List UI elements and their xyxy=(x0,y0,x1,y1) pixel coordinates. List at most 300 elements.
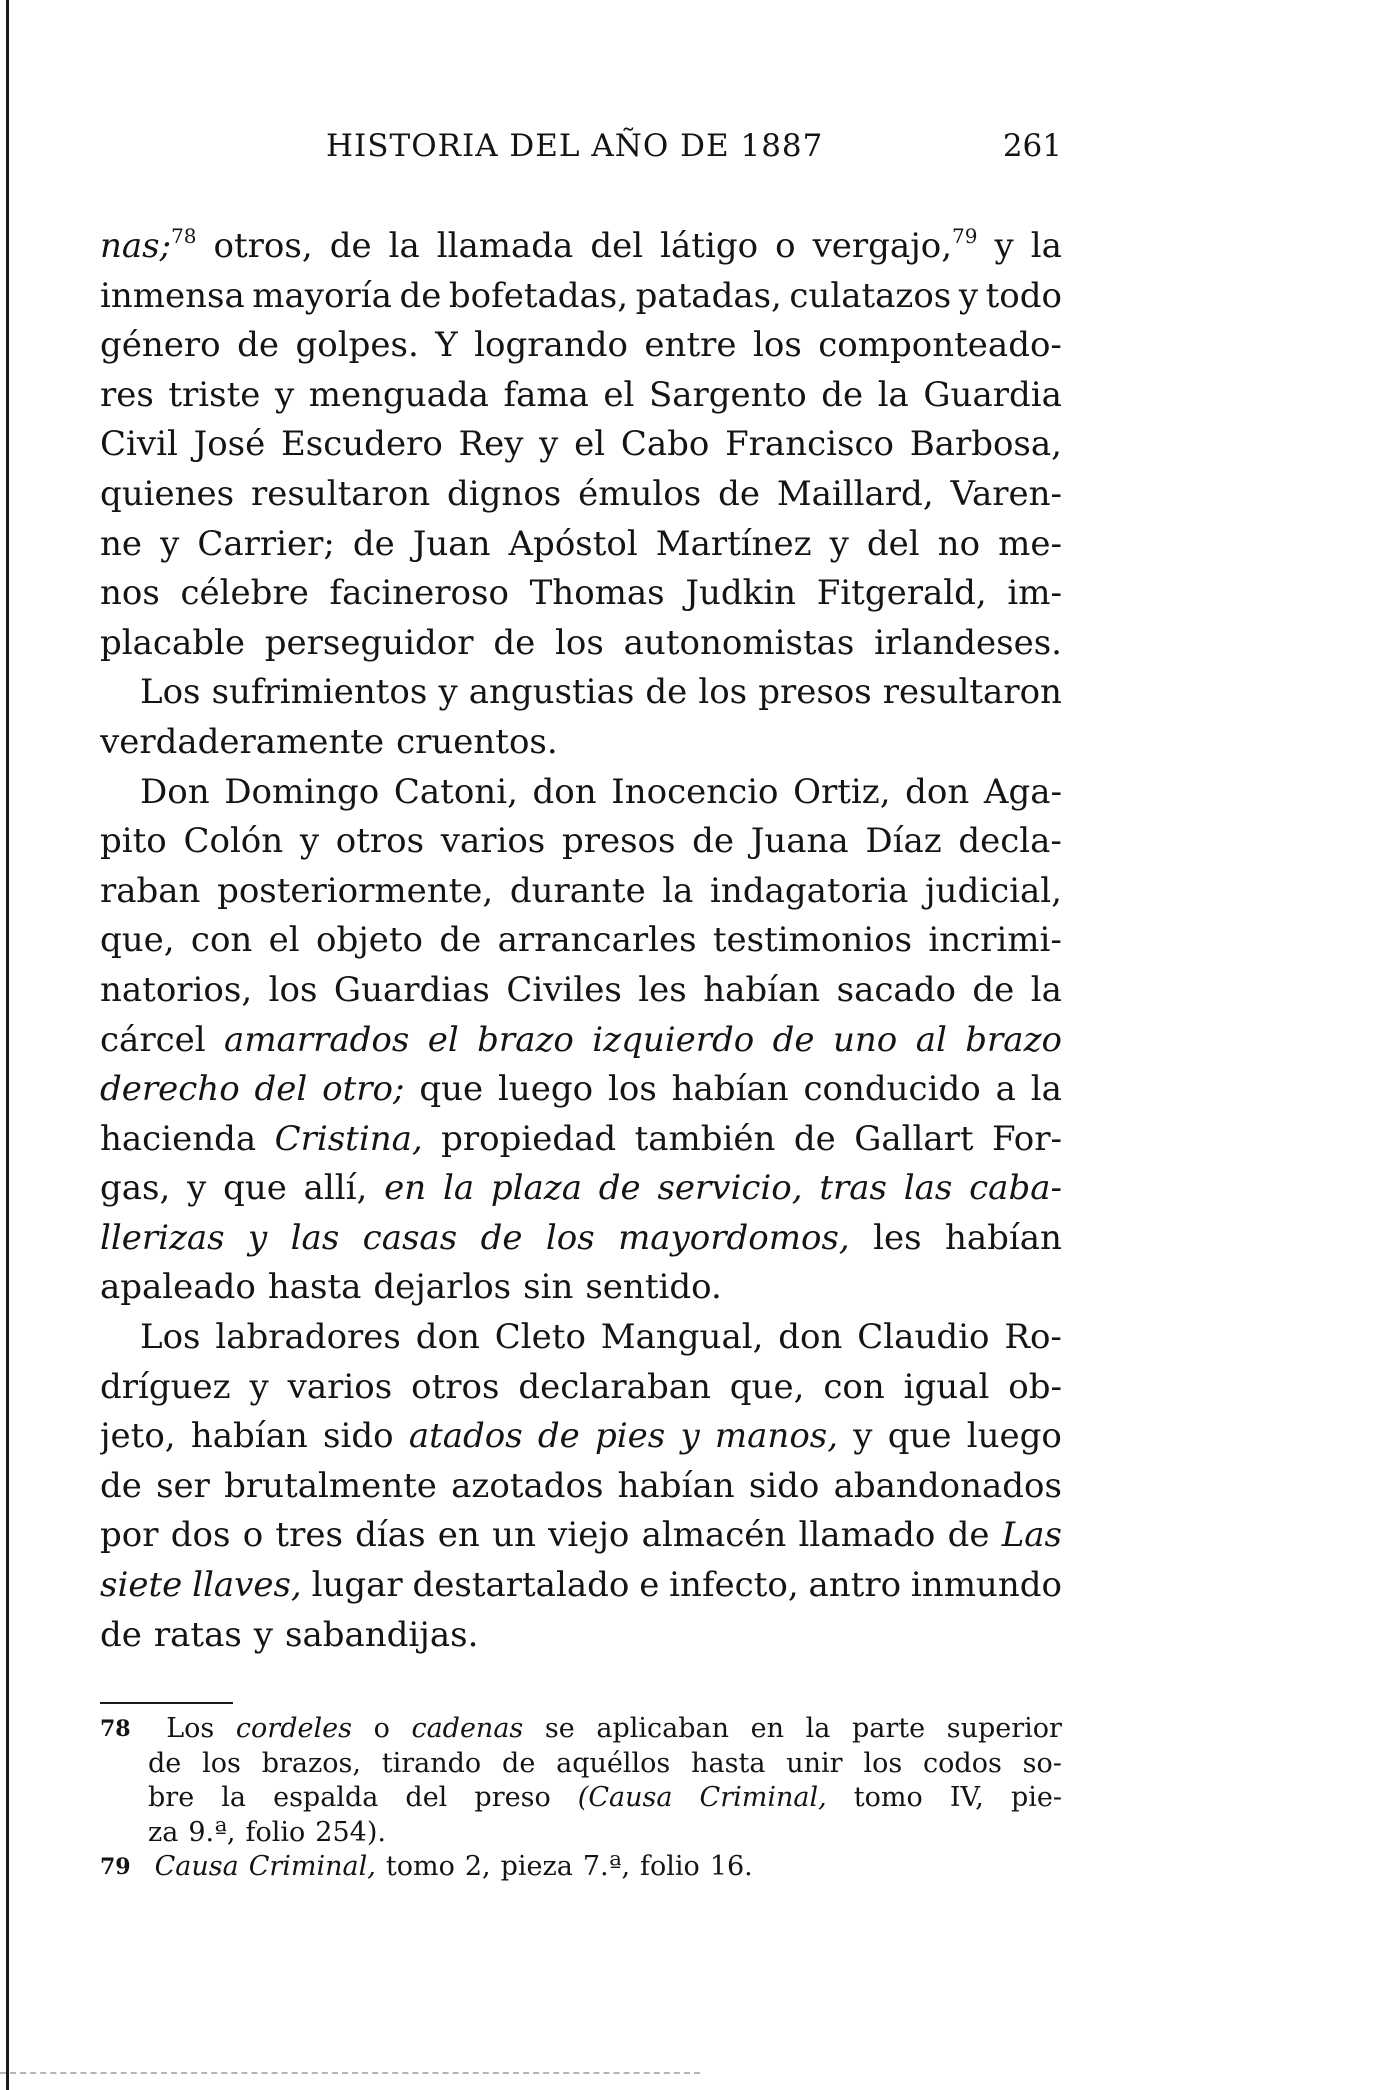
word: el xyxy=(574,424,606,465)
word: 2, xyxy=(464,1851,491,1882)
word: y xyxy=(829,523,849,564)
word: e xyxy=(639,1565,660,1606)
scan-left-edge xyxy=(6,0,9,2090)
running-title: HISTORIA DEL AÑO DE 1887 xyxy=(326,128,824,164)
word: los xyxy=(268,969,318,1010)
word: Apóstol xyxy=(508,523,638,564)
word: mayoría xyxy=(252,275,392,316)
word: arrancarles xyxy=(497,920,697,961)
word: caba- xyxy=(969,1168,1062,1209)
word: la xyxy=(1030,1069,1062,1110)
footnote-line xyxy=(100,1781,1062,1816)
word: célebre xyxy=(180,573,309,614)
word: de xyxy=(772,1019,815,1060)
word: Guardia xyxy=(923,374,1062,415)
word: y xyxy=(249,1366,269,1407)
footnote-ref-79: 79 xyxy=(952,224,978,248)
word: Criminal, xyxy=(248,1851,376,1882)
word: za xyxy=(148,1816,179,1848)
word: de xyxy=(947,1515,990,1556)
word: menguada xyxy=(308,374,489,415)
word: cordeles xyxy=(235,1713,352,1744)
word: de xyxy=(480,1217,523,1258)
word: sacado xyxy=(836,969,956,1010)
word: Juana xyxy=(750,821,849,862)
footnote-mark-78: 78 xyxy=(100,1716,131,1742)
word: de xyxy=(598,1168,641,1209)
word: atados xyxy=(408,1416,523,1457)
word: la xyxy=(805,1713,831,1744)
word: Judkin xyxy=(685,573,796,614)
text-line xyxy=(100,321,1062,371)
word: en xyxy=(384,1168,427,1209)
word: Domingo xyxy=(224,771,380,812)
word: 7.ª, xyxy=(582,1851,631,1882)
word: varios xyxy=(287,1366,393,1407)
word: 9.ª, xyxy=(188,1816,236,1848)
word: el xyxy=(603,374,635,415)
text-line xyxy=(100,1263,1062,1313)
word: Ortiz, xyxy=(793,771,891,812)
word: vergajo, xyxy=(812,226,953,266)
word: Guardias xyxy=(333,969,490,1010)
word: Colón xyxy=(183,821,284,862)
word: pies xyxy=(595,1416,666,1457)
word: tirando xyxy=(381,1747,482,1779)
word: del xyxy=(590,226,644,266)
word: dejarlos xyxy=(373,1267,512,1308)
word: género xyxy=(100,325,221,366)
word: habían xyxy=(944,1217,1062,1258)
text-line xyxy=(100,916,1062,966)
word: 254). xyxy=(315,1816,386,1848)
word: les xyxy=(638,969,687,1010)
word: en xyxy=(750,1713,785,1744)
word: codos xyxy=(923,1747,1002,1779)
word: Carrier; xyxy=(197,523,335,564)
word: Cristina, xyxy=(274,1118,423,1159)
word: antro xyxy=(808,1565,902,1606)
book-page xyxy=(100,0,1062,2090)
word: azotados xyxy=(451,1465,604,1506)
word: destartalado xyxy=(412,1565,630,1606)
word: también xyxy=(634,1118,776,1159)
word: Civiles xyxy=(506,969,622,1010)
word: de xyxy=(493,622,536,663)
word: facineroso xyxy=(329,573,509,614)
text-line xyxy=(100,817,1062,867)
word: verdaderamente xyxy=(100,721,385,762)
word: el xyxy=(268,920,300,961)
word: de xyxy=(100,1614,142,1655)
word: resultaron xyxy=(251,473,431,514)
footnote-78 xyxy=(100,1712,1062,1747)
word: los xyxy=(545,1217,595,1258)
page-number: 261 xyxy=(1002,128,1062,164)
text-line xyxy=(100,966,1062,1016)
word: habían xyxy=(190,1416,308,1457)
word: habían xyxy=(617,1465,735,1506)
word: se xyxy=(544,1713,575,1744)
word: Fitgerald, xyxy=(816,573,987,614)
word: Thomas xyxy=(529,573,665,614)
word: autonomistas xyxy=(623,622,855,663)
text-line xyxy=(100,1511,1062,1561)
word: Mangual, xyxy=(600,1317,764,1358)
running-head xyxy=(100,126,1062,166)
word: llaves, xyxy=(192,1565,302,1606)
word: apaleado xyxy=(100,1267,256,1308)
word: nos xyxy=(100,573,160,614)
word: Criminal, xyxy=(699,1782,827,1813)
word: el xyxy=(427,1019,459,1060)
word: placable xyxy=(100,622,245,663)
word: im- xyxy=(1007,573,1062,614)
word: tres xyxy=(275,1515,343,1556)
footnote-ref-78: 78 xyxy=(171,224,197,248)
word: Maillard, xyxy=(776,473,934,514)
word: izquierdo xyxy=(592,1019,755,1060)
word: días xyxy=(355,1515,426,1556)
word: tras xyxy=(819,1168,887,1209)
word: que xyxy=(887,1416,952,1457)
word: fama xyxy=(503,374,589,415)
word: habían xyxy=(703,969,821,1010)
word: siete xyxy=(100,1565,183,1606)
word: parte xyxy=(852,1713,926,1744)
text-line xyxy=(100,1164,1062,1214)
text-line xyxy=(100,668,1062,718)
word: Los xyxy=(166,1713,215,1744)
word: llamado xyxy=(798,1515,936,1556)
word: judicial, xyxy=(925,870,1062,911)
word: quienes xyxy=(100,473,235,514)
word: gas, xyxy=(100,1168,171,1209)
word: de xyxy=(502,1747,536,1779)
word: logrando xyxy=(474,325,628,366)
word: que xyxy=(419,1069,484,1110)
word: don xyxy=(905,771,970,812)
word: (Causa xyxy=(577,1782,673,1813)
word: cruentos. xyxy=(396,721,558,762)
word: Martínez xyxy=(655,523,812,564)
word: y xyxy=(274,374,295,415)
word: Sargento xyxy=(648,374,807,415)
word: culatazos xyxy=(789,275,952,316)
word: presos xyxy=(758,672,872,713)
word: lugar xyxy=(311,1565,403,1606)
word: Los xyxy=(140,1317,201,1358)
word: resultaron xyxy=(882,672,1062,713)
word: de xyxy=(439,920,482,961)
word: angustias xyxy=(468,672,635,713)
word: Cleto xyxy=(494,1317,586,1358)
word: don xyxy=(778,1317,843,1358)
text-line xyxy=(100,272,1062,322)
word: los xyxy=(202,1747,241,1779)
word: folio xyxy=(245,1816,306,1848)
word: y xyxy=(299,821,320,862)
word: infecto, xyxy=(669,1565,799,1606)
word: Varen- xyxy=(950,473,1062,514)
word: perseguidor xyxy=(264,622,474,663)
text-line xyxy=(100,520,1062,570)
text-line xyxy=(100,1363,1062,1413)
word: las xyxy=(903,1168,953,1209)
word: so- xyxy=(1022,1747,1062,1779)
word: y xyxy=(160,523,180,564)
word: habían xyxy=(671,1069,789,1110)
word: mayordomos, xyxy=(618,1217,850,1258)
word: otros xyxy=(335,821,425,862)
text-line xyxy=(100,1214,1062,1264)
word: del xyxy=(405,1782,448,1813)
text-line xyxy=(100,1016,1062,1066)
word: componteado- xyxy=(818,325,1062,366)
word: los xyxy=(555,622,604,663)
word: brazo xyxy=(965,1019,1062,1060)
word: de xyxy=(237,325,280,366)
word xyxy=(100,222,197,272)
word: sido xyxy=(323,1416,394,1457)
word: raban xyxy=(100,870,201,911)
word: dignos xyxy=(447,473,562,514)
word: de xyxy=(645,672,688,713)
footnote-line xyxy=(100,1816,1062,1851)
word: superior xyxy=(946,1713,1062,1744)
word: Gallart xyxy=(854,1118,974,1159)
word: Díaz xyxy=(865,821,942,862)
word: aplicaban xyxy=(596,1713,730,1744)
word: con xyxy=(190,920,253,961)
word: espalda xyxy=(273,1782,379,1813)
word: que xyxy=(223,1168,287,1209)
word: brazos, xyxy=(261,1747,361,1779)
word: posteriormente, xyxy=(217,870,494,911)
word: Barbosa, xyxy=(909,424,1062,465)
word: abandonados xyxy=(833,1465,1062,1506)
word: no xyxy=(937,523,981,564)
word: brutalmente xyxy=(224,1465,437,1506)
word: presos xyxy=(561,821,676,862)
word: decla- xyxy=(958,821,1062,862)
word: les xyxy=(873,1217,922,1258)
word: natorios, xyxy=(100,969,253,1010)
word: dos xyxy=(170,1515,231,1556)
word: ratas xyxy=(153,1614,242,1655)
word: golpes. xyxy=(295,325,419,366)
word: pieza xyxy=(500,1851,573,1882)
word: almacén xyxy=(641,1515,787,1556)
word: Inocencio xyxy=(611,771,779,812)
word: sabandijas. xyxy=(285,1614,479,1655)
word: látigo xyxy=(660,226,759,266)
word: que, xyxy=(100,920,175,961)
word: IV, xyxy=(949,1782,984,1813)
word: y xyxy=(539,424,559,465)
word: viejo xyxy=(548,1515,630,1556)
word: labradores xyxy=(215,1317,401,1358)
word: Civil xyxy=(100,424,178,465)
word: de xyxy=(100,1465,142,1506)
word: la xyxy=(877,374,909,415)
text-line xyxy=(100,470,1062,520)
word: cárcel xyxy=(100,1019,206,1060)
word: derecho xyxy=(100,1069,240,1110)
word: del xyxy=(254,1069,308,1110)
word: al xyxy=(915,1019,947,1060)
text-line xyxy=(100,1065,1062,1115)
word: José xyxy=(193,424,266,465)
word: llerizas xyxy=(100,1217,225,1258)
word: servicio, xyxy=(657,1168,803,1209)
word: sin xyxy=(523,1267,574,1308)
text-line xyxy=(100,768,1062,818)
word: de xyxy=(692,821,735,862)
word xyxy=(813,222,978,272)
word: Ro- xyxy=(1004,1317,1062,1358)
text-line xyxy=(100,718,1062,768)
word: objeto xyxy=(316,920,424,961)
word: o xyxy=(242,1515,264,1556)
word: Catoni, xyxy=(393,771,518,812)
word: irlandeses. xyxy=(874,622,1062,663)
word: de xyxy=(399,275,442,316)
word: sufrimientos xyxy=(211,672,428,713)
text-line xyxy=(100,222,1062,272)
footnotes xyxy=(100,1712,1062,1885)
footnote-separator xyxy=(100,1702,233,1704)
word: Claudio xyxy=(857,1317,990,1358)
word: For- xyxy=(992,1118,1062,1159)
word: propiedad xyxy=(441,1118,617,1159)
word: nas; xyxy=(100,226,172,266)
word: y xyxy=(248,1217,268,1258)
word: me- xyxy=(998,523,1062,564)
word: y xyxy=(680,1416,700,1457)
word: un xyxy=(492,1515,536,1556)
word: de xyxy=(793,1118,836,1159)
word: otro; xyxy=(322,1069,405,1110)
word: en xyxy=(437,1515,480,1556)
word: Las xyxy=(1001,1515,1062,1556)
word: y xyxy=(438,672,458,713)
word: Juan xyxy=(412,523,491,564)
text-line xyxy=(100,569,1062,619)
text-line xyxy=(100,1412,1062,1462)
word: inmensa xyxy=(100,275,245,316)
word: de xyxy=(148,1747,182,1779)
word: unir xyxy=(786,1747,843,1779)
word: don xyxy=(532,771,597,812)
text-line xyxy=(100,1313,1062,1363)
word: durante xyxy=(509,870,646,911)
word: testimonios xyxy=(712,920,913,961)
word: declaraban xyxy=(518,1366,711,1407)
word: que, xyxy=(729,1366,805,1407)
word: jeto, xyxy=(100,1416,176,1457)
word: la xyxy=(662,870,694,911)
word: la xyxy=(1030,969,1062,1010)
word: conducido xyxy=(803,1069,981,1110)
word: tomo xyxy=(853,1782,923,1813)
word: de xyxy=(821,374,864,415)
word: hacienda xyxy=(100,1118,257,1159)
word: sido xyxy=(748,1465,820,1506)
word: la xyxy=(221,1782,246,1813)
word: brazo xyxy=(477,1019,574,1060)
word: Y xyxy=(435,325,458,366)
word: pito xyxy=(100,821,167,862)
word: inmundo xyxy=(910,1565,1062,1606)
text-line xyxy=(100,1115,1062,1165)
word: todo xyxy=(985,275,1062,316)
word: hasta xyxy=(267,1267,362,1308)
word: émulos xyxy=(578,473,702,514)
word: res xyxy=(100,374,154,415)
word: de xyxy=(329,226,372,266)
word: Rey xyxy=(458,424,524,465)
word: manos, xyxy=(714,1416,839,1457)
word: ne xyxy=(100,523,143,564)
word: y xyxy=(994,226,1014,266)
word: Escudero xyxy=(280,424,443,465)
word: bre xyxy=(148,1782,195,1813)
word: los xyxy=(607,1069,657,1110)
footnote-79 xyxy=(100,1850,1062,1885)
word: y xyxy=(187,1168,207,1209)
word: ob- xyxy=(1008,1366,1062,1407)
word: los xyxy=(752,325,802,366)
word: las xyxy=(290,1217,340,1258)
word: y xyxy=(958,275,979,316)
word: hasta xyxy=(691,1747,766,1779)
word: tomo xyxy=(385,1851,455,1882)
word: Cabo xyxy=(620,424,710,465)
word: Causa xyxy=(154,1851,239,1882)
word: allí, xyxy=(303,1168,368,1209)
word: 16. xyxy=(709,1851,753,1882)
word: de xyxy=(537,1416,580,1457)
word: incrimi- xyxy=(928,920,1062,961)
word: plaza xyxy=(490,1168,582,1209)
word: Don xyxy=(140,771,210,812)
text-line xyxy=(100,867,1062,917)
word: don xyxy=(415,1317,480,1358)
footnote-mark-79: 79 xyxy=(100,1854,131,1880)
word: de xyxy=(972,969,1015,1010)
word: dríguez xyxy=(100,1366,231,1407)
word: con xyxy=(823,1366,885,1407)
word: de xyxy=(352,523,395,564)
word: amarrados xyxy=(224,1019,410,1060)
word: sentido. xyxy=(585,1267,722,1308)
text-line xyxy=(100,619,1062,669)
word: triste xyxy=(168,374,261,415)
word: llamada xyxy=(436,226,574,266)
word: la xyxy=(1030,226,1062,266)
word: y xyxy=(853,1416,873,1457)
word: ser xyxy=(156,1465,210,1506)
body-text xyxy=(100,222,1062,1660)
word: a xyxy=(995,1069,1016,1110)
word: de xyxy=(718,473,760,514)
word: la xyxy=(442,1168,475,1209)
word: patadas, xyxy=(635,275,782,316)
word: casas xyxy=(362,1217,458,1258)
word: luego xyxy=(497,1069,594,1110)
word: del xyxy=(866,523,920,564)
